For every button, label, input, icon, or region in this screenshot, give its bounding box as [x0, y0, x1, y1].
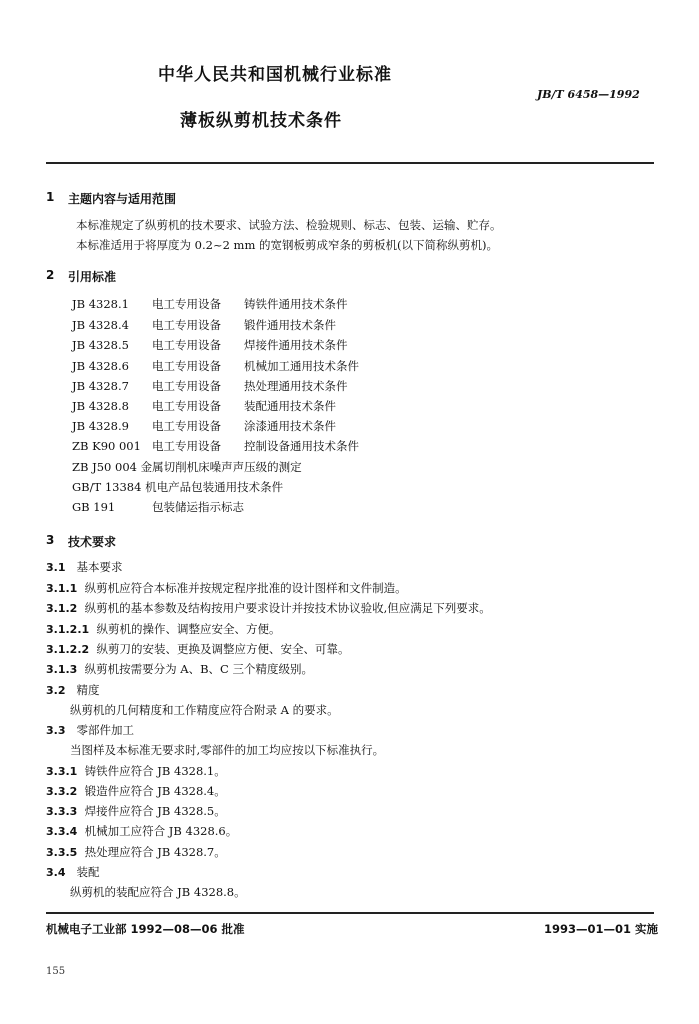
- section-1-paragraph-1: 本标准规定了纵剪机的技术要求、试验方法、检验规则、标志、包装、运输、贮存。: [76, 218, 502, 232]
- clause-3-3-text: 当图样及本标准无要求时,零部件的加工均应按以下标准执行。: [70, 743, 385, 757]
- clause-3-3-4: 3.3.4 机械加工应符合 JB 4328.6。: [46, 824, 238, 838]
- section-3-number: 3: [46, 533, 55, 547]
- clause-3-2-text: 纵剪机的几何精度和工作精度应符合附录 A 的要求。: [70, 703, 339, 717]
- section-1-paragraph-2: 本标准适用于将厚度为 0.2~2 mm 的宽钢板剪成窄条的剪板机(以下简称纵剪机)。: [76, 238, 498, 252]
- header-rule: [46, 162, 654, 164]
- reference-item: ZB K90 001 电工专用设备 控制设备通用技术条件: [72, 439, 359, 453]
- section-2-number: 2: [46, 268, 55, 282]
- clause-3-3: 3.3 零部件加工: [46, 723, 134, 737]
- reference-item: JB 4328.4 电工专用设备 锻件通用技术条件: [72, 318, 336, 332]
- clause-3-2: 3.2 精度: [46, 683, 100, 697]
- clause-3-3-1: 3.3.1 铸铁件应符合 JB 4328.1。: [46, 764, 226, 778]
- clause-3-4-text: 纵剪机的装配应符合 JB 4328.8。: [70, 885, 246, 899]
- reference-item: JB 4328.5 电工专用设备 焊接件通用技术条件: [72, 338, 348, 352]
- approval-note: 机械电子工业部 1992—08—06 批准: [46, 922, 245, 936]
- clause-3-3-5: 3.3.5 热处理应符合 JB 4328.7。: [46, 845, 226, 859]
- section-1-title: 主题内容与适用范围: [68, 192, 177, 206]
- reference-item: GB/T 13384 机电产品包装通用技术条件: [72, 480, 284, 494]
- standard-number: JB/T 6458—1992: [537, 88, 640, 101]
- page-number: 155: [46, 966, 66, 977]
- clause-3-1: 3.1 基本要求: [46, 560, 123, 574]
- reference-item: GB 191 包装储运指示标志: [72, 500, 244, 514]
- reference-item: JB 4328.8 电工专用设备 装配通用技术条件: [72, 399, 336, 413]
- reference-item: JB 4328.1 电工专用设备 铸铁件通用技术条件: [72, 297, 348, 311]
- clause-3-3-3: 3.3.3 焊接件应符合 JB 4328.5。: [46, 804, 226, 818]
- clause-3-3-2: 3.3.2 锻造件应符合 JB 4328.4。: [46, 784, 226, 798]
- clause-3-4: 3.4 装配: [46, 865, 100, 879]
- effective-date: 1993—01—01 实施: [544, 922, 659, 936]
- clause-3-1-2-2: 3.1.2.2 纵剪刀的安装、更换及调整应方便、安全、可靠。: [46, 642, 350, 656]
- reference-item: ZB J50 004 金属切削机床噪声声压级的测定: [72, 460, 302, 474]
- clause-3-1-2: 3.1.2 纵剪机的基本参数及结构按用户要求设计并按技术协议验收,但应满足下列要求。: [46, 601, 491, 615]
- reference-item: JB 4328.7 电工专用设备 热处理通用技术条件: [72, 379, 348, 393]
- document-title: 薄板纵剪机技术条件: [180, 111, 342, 131]
- clause-3-1-3: 3.1.3 纵剪机按需要分为 A、B、C 三个精度级别。: [46, 662, 314, 676]
- footer-rule: [46, 912, 654, 914]
- section-1-number: 1: [46, 190, 55, 204]
- reference-item: JB 4328.6 电工专用设备 机械加工通用技术条件: [72, 359, 359, 373]
- clause-3-1-2-1: 3.1.2.1 纵剪机的操作、调整应安全、方便。: [46, 622, 281, 636]
- section-3-title: 技术要求: [68, 535, 117, 549]
- section-2-title: 引用标准: [68, 270, 117, 284]
- clause-3-1-1: 3.1.1 纵剪机应符合本标准并按规定程序批准的设计图样和文件制造。: [46, 581, 407, 595]
- org-title: 中华人民共和国机械行业标准: [158, 65, 392, 85]
- reference-item: JB 4328.9 电工专用设备 涂漆通用技术条件: [72, 419, 336, 433]
